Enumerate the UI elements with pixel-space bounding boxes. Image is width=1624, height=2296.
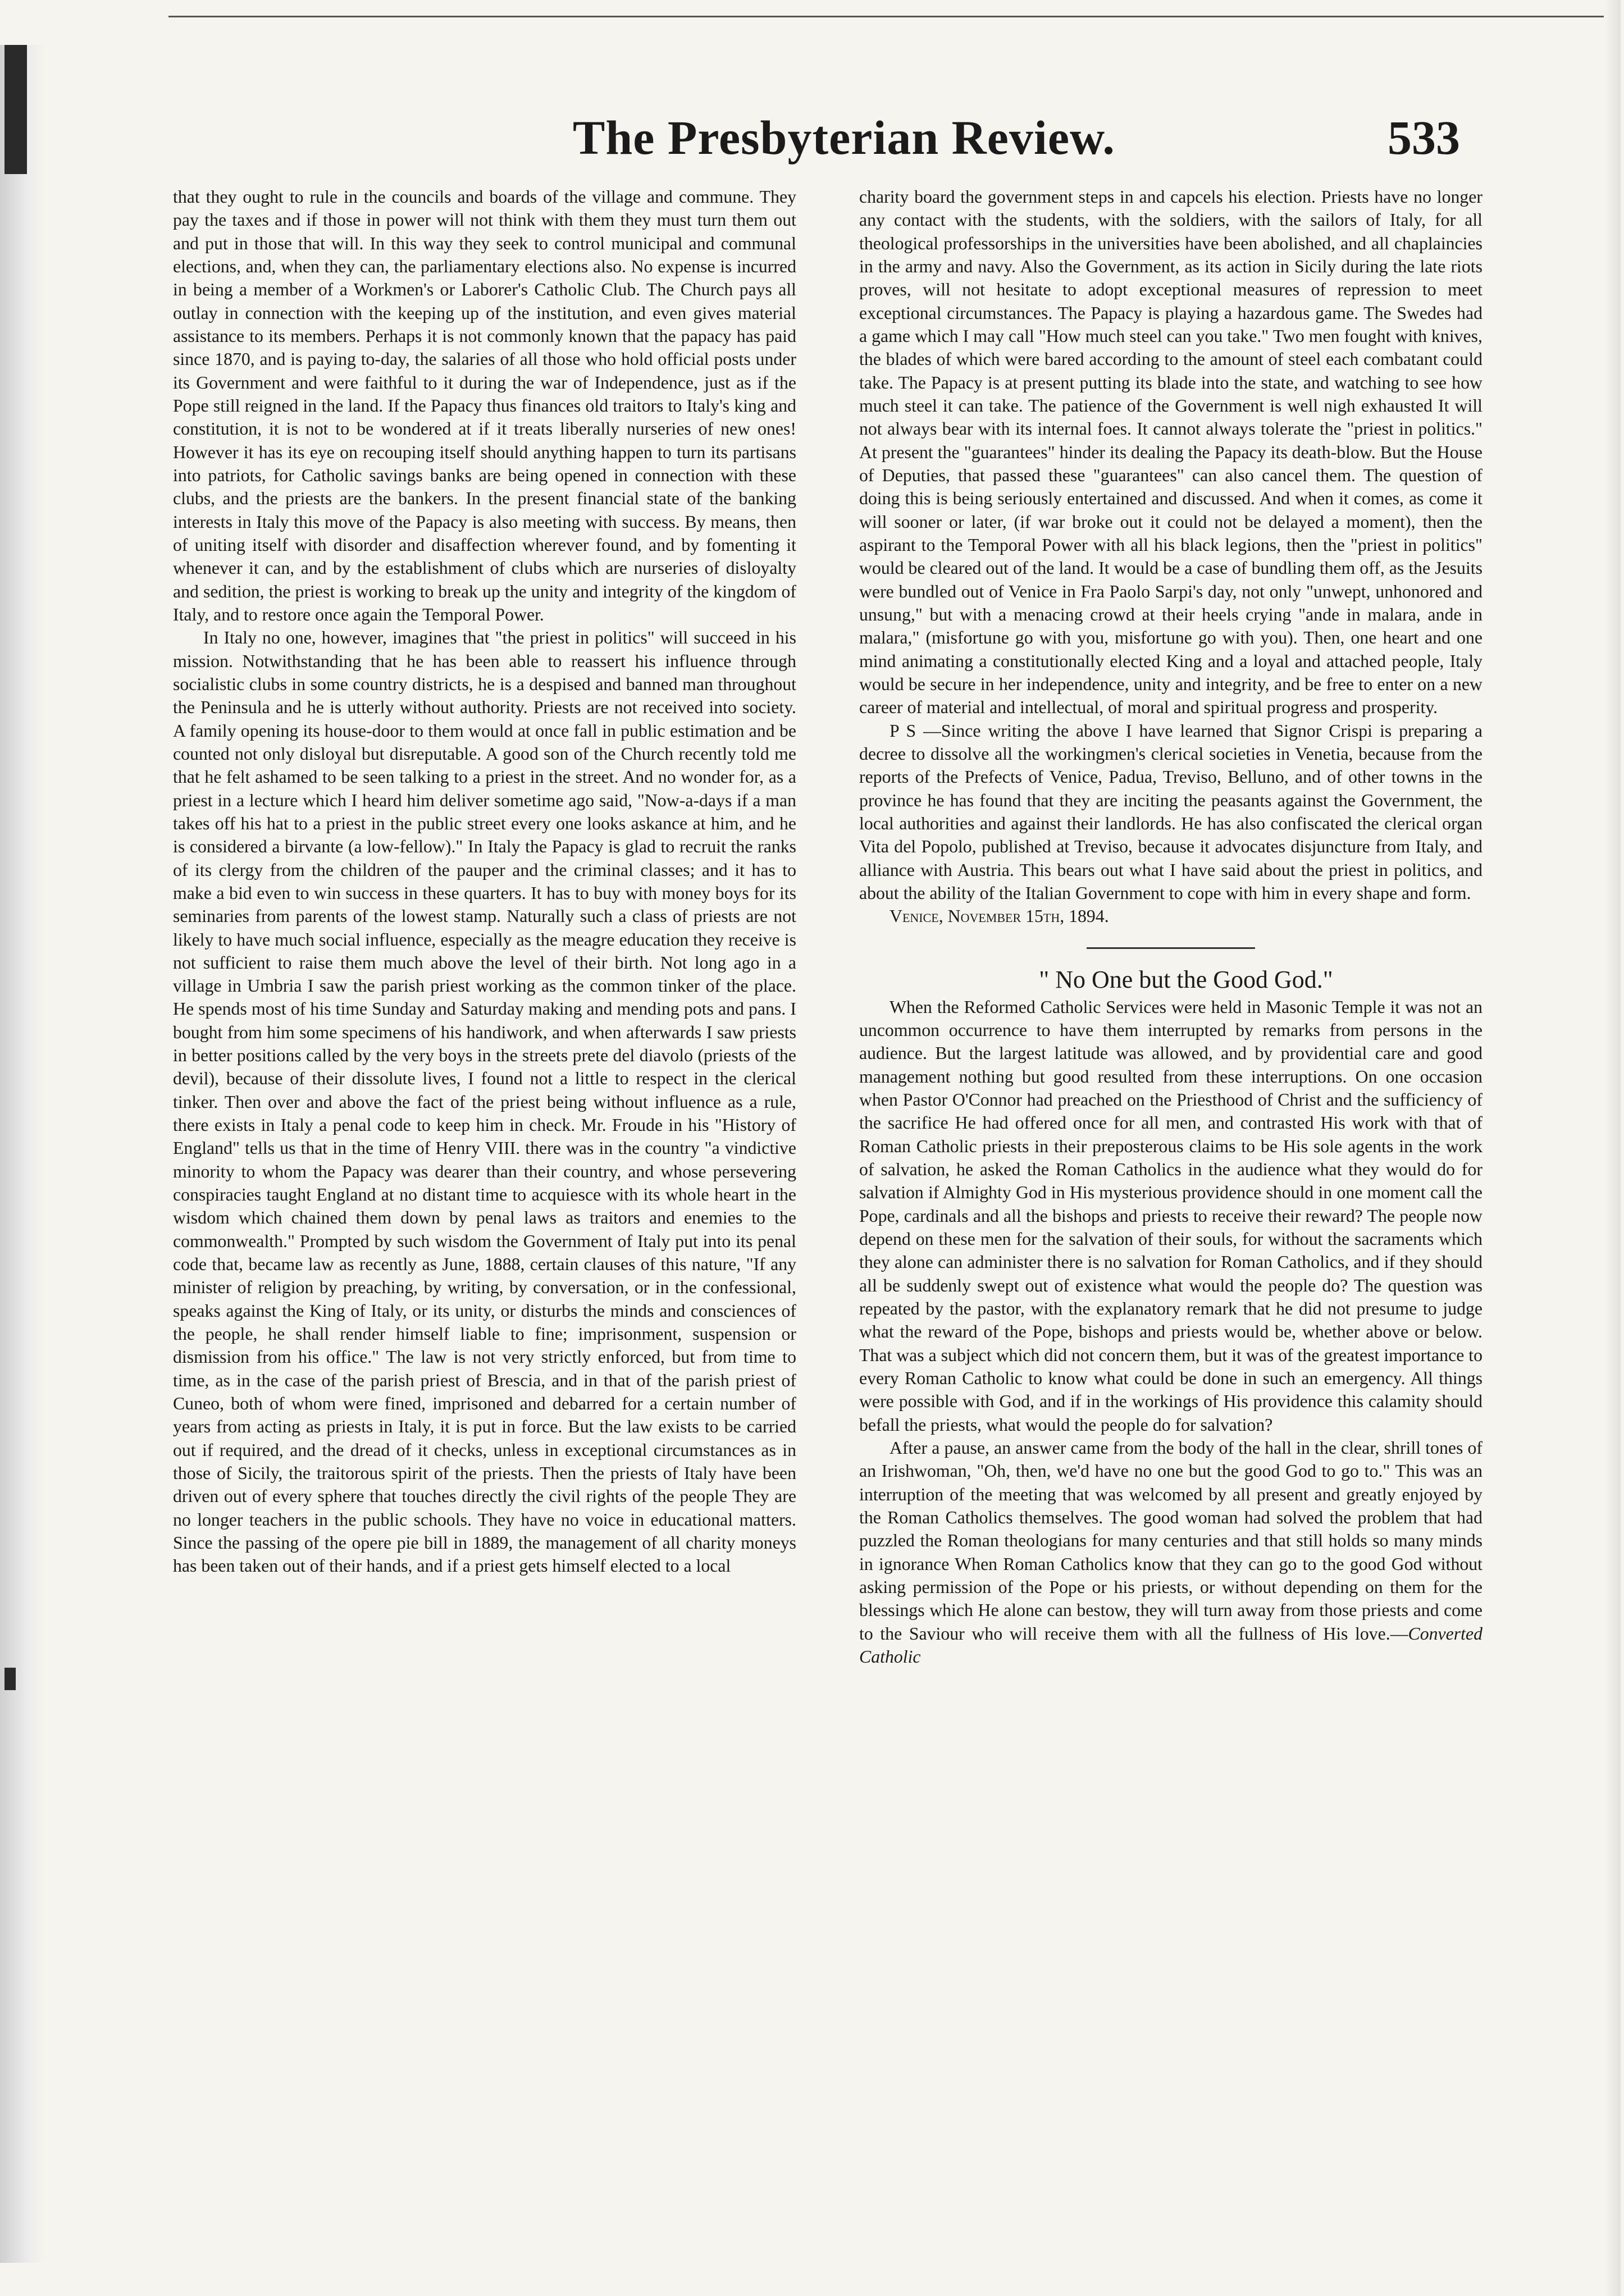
page-header — [168, 109, 1460, 171]
paragraph: P S —Since writing the above I have learned that Signor Crispi is preparing a decree to dissolve all the workingmen's clerical societies in Venetia, because from the reports of the Prefects of Venice, Padua, Treviso, Belluno, and of other towns in the province he has found that they are inciting the peasants against the Government, the local authorities and against their landlords. He has also confiscated the clerical organ Vita del Popolo, published at Treviso, because it advocates disjuncture from Italy, and alliance with Austria. This bears out what I have said about the priest in politics, and about the ability of the Italian Government to cope with him in every shape and form. — [859, 720, 1482, 903]
page-number: 533 — [1388, 111, 1460, 165]
section-title: " No One but the Good God." — [1039, 965, 1333, 993]
binding-mark — [4, 1668, 16, 1690]
right-column — [859, 185, 1482, 1668]
binding-shadow — [4, 45, 27, 174]
paragraph: that they ought to rule in the councils and boards of the village and commune. They pay the taxes and if those in power will not think with them they must turn them out and put in those that will. In this way they seek to control municipal and communal elections, and, when they can, the parliamentary elections also. No expense is incurred in being a member of a Workmen's or Laborer's Catholic Club. The Church pays all outlay in connection with the keeping up of the institution, and even gives material assistance to its members. Perhaps it is not commonly known that the papacy has paid since 1870, and is paying to-day, the salaries of all those who hold official posts under its Government and were faithful to it during the war of Independence, just as if the Pope still reigned in the land. If the Papacy thus finances old traitors to Italy's king and constitution, it is not to be wondered at if it treats liberally nurseries of new ones! However it has its eye on recouping itself should anything happen to turn its partisans into patriots, for Catholic savings banks are being opened in connection with these clubs, and the priests are the bankers. In the present financial state of the banking interests in Italy this move of the Papacy is also meeting with success. By means, then of uniting itself with disorder and disaffection wherever found, and by fomenting it whenever it can, and by the establishment of clubs which are nurseries of disloyalty and sedition, the priest is working to break up the unity and integrity of the kingdom of Italy, and to restore once again the Temporal Power. — [173, 187, 796, 624]
page-edge — [1604, 0, 1621, 2296]
paragraph: charity board the government steps in and capcels his election. Priests have no longer any contact with the students, with the soldiers, with the sailors of Italy, for all theological professorships in the universities have been abolished, and all chaplaincies in the army and navy. Also the Government, as its action in Sicily during the late riots proves, will not hesitate to adopt exceptional measures of repression to meet exceptional circumstances. The Papacy is playing a hazardous game. The Swedes had a game which I may call "How much steel can you take." Two men fought with knives, the blades of which were bared according to the amount of steel each combatant could take. The Papacy is at present putting its blade into the state, and watching to see how much steel it can take. The patience of the Government is well nigh exhausted It will not always bear with its internal foes. It cannot always tolerate the "priest in politics." At present the "guarantees" hinder its dealing the Papacy its death-blow. But the House of Deputies, that passed these "guarantees" can also cancel them. The question of doing this is being seriously entertained and discussed. And when it comes, as come it will sooner or later, (if war broke out it could not be delayed a moment), then the aspirant to the Temporal Power with all his black legions, then the "priest in politics" would be cleared out of the land. It would be a case of bundling them off, as the Jesuits were bundled out of Venice in Fra Paolo Sarpi's day, not only "unwept, unhonored and unsung," but with a menacing crowd at their heels crying "ande in malara, ande in malara," (misfortune go with you, misfortune go with you). Then, one heart and one mind animating a constitutionally elected King and a loyal and attached people, Italy would be secure in her independence, unity and integrity, and be free to enter on a new career of material and intellectual, of moral and spiritual progress and prosperity. — [859, 187, 1482, 718]
binding-edge — [0, 45, 45, 2263]
paragraph-text: After a pause, an answer came from the body of the hall in the clear, shrill tones of an Irishwoman, "Oh, then, we'd have no one but the good God to go to." This was an interruption of the meeting that was welcomed by all present and greatly enjoyed by the Roman Catholics themselves. The good woman had solved the problem that had puzzled the Roman theologians for many centuries and that still holds so many minds in ignorance When Roman Catholics know that they can go to the good God without asking permission of the Pope or his priests, or without depending on them for the blessings which He alone can bestow, they will turn away from those priests and come to the Saviour who will receive them with all the fullness of His love.— — [859, 1437, 1482, 1644]
left-column — [173, 185, 796, 1578]
paragraph: In Italy no one, however, imagines that "the priest in politics" will succeed in his mission. Notwithstanding that he has been able to reassert his influence through socialistic clubs in some country districts, he is a despised and banned man throughout the Peninsula and he is utterly without authority. Priests are not received into society. A family opening its house-door to them would at once fall in public estimation and be counted not only disloyal but disreputable. A good son of the Church recently told me that he felt ashamed to be seen talking to a priest in the street. And no wonder for, as a priest in a lecture which I heard him deliver sometime ago said, "Now-a-days if a man takes off his hat to a priest in the public street every one looks askance at him, and he is considered a birvante (a low-fellow)." In Italy the Papacy is glad to recruit the ranks of its clergy from the children of the pauper and the criminal classes; and it has to make a bid even to win success in these quarters. It has to buy with money boys for its seminaries from parents of the lowest stamp. Naturally such a class of priests are not likely to have much social influence, especially as the meagre education they receive is not sufficient to raise them much above the level of their birth. Not long ago in a village in Umbria I saw the parish priest working as the common tinker of the place. He spends most of his time Sunday and Saturday making and mending pots and pans. I bought from him some specimens of his handiwork, and when afterwards I saw priests in better positions called by the very boys in the streets prete del diavolo (priests of the devil), because of their dissolute lives, I found not a little to respect in the clerical tinker. Then over and above the fact of the priest being without influence as a rule, there exists in Italy a penal code to keep him in check. Mr. Froude in his "History of England" tells us that in the time of Henry VIII. there was in the country "a vindictive minority to whom the Papacy was dearer than their country, and whose persevering conspiracies taught England at no distant time to acquiesce with its whole heart in the wisdom which chained them down by penal laws as traitors and enemies to the commonwealth." Prompted by such wisdom the Government of Italy put into its penal code that, became law as recently as June, 1888, certain clauses of this nature, "If any minister of religion by preaching, by writing, by conversation, or in the confessional, speaks against the King of Italy, or its unity, or disturbs the minds and consciences of the people, he shall render himself liable to fine; imprisonment, suspension or dismission from his office." The law is not very strictly enforced, but from time to time, as in the case of the parish priest of Brescia, and in that of the parish priest of Cuneo, both of whom were fined, imprisoned and debarred for a certain number of years from acting as priests in Italy, it is put in force. But the law exists to be carried out if required, and the dread of it checks, unless in exceptional circumstances as in those of Sicily, the traitorous spirit of the priests. Then the priests of Italy have been driven out of every sphere that touches directly the civil rights of the people They are no longer teachers in the public schools. They have no voice in educational matters. Since the passing of the opere pie bill in 1889, the management of all charity moneys has been taken out of their hands, and if a priest gets himself elected to a local — [173, 628, 796, 1576]
paragraph — [859, 1436, 1482, 1668]
top-rule — [168, 16, 1606, 17]
attribution: Converted Catholic — [859, 1623, 1482, 1667]
dateline: Venice, November 15th, 1894. — [889, 906, 1109, 926]
paragraph: When the Reformed Catholic Services were held in Masonic Temple it was not an uncommon occurrence to have them interrupted by remarks from persons in the audience. But the largest latitude was allowed, and by providential care and good management nothing but good resulted from these interruptions. On one occasion when Pastor O'Connor had preached on the Priesthood of Christ and the sufficiency of the sacrifice He had offered once for all men, and contrasted His work with that of Roman Catholic priests in their preposterous claims to be His sole agents in the work of salvation, he asked the Roman Catholics in the audience what they would do for salvation if Almighty God in His mysterious providence should in one moment call the Pope, cardinals and all the bishops and priests to receive their reward? The people now depend on these men for the salvation of their souls, for without the sacraments which they alone can administer there is no salvation for Roman Catholics, and if they should all be suddenly swept out of existence what would the people do? The question was repeated by the pastor, with the explanatory remark that he did not presume to judge what the reward of the Pope, bishops and priests would be, whether above or below. That was a subject which did not concern them, but it was of the greatest importance to every Roman Catholic to know what could be done in such an emergency. All things were possible with God, and if in the workings of His providence this calamity should befall the priests, what would the people do for salvation? — [859, 997, 1482, 1435]
section-divider — [1087, 947, 1255, 949]
journal-title: The Presbyterian Review. — [573, 111, 1115, 165]
